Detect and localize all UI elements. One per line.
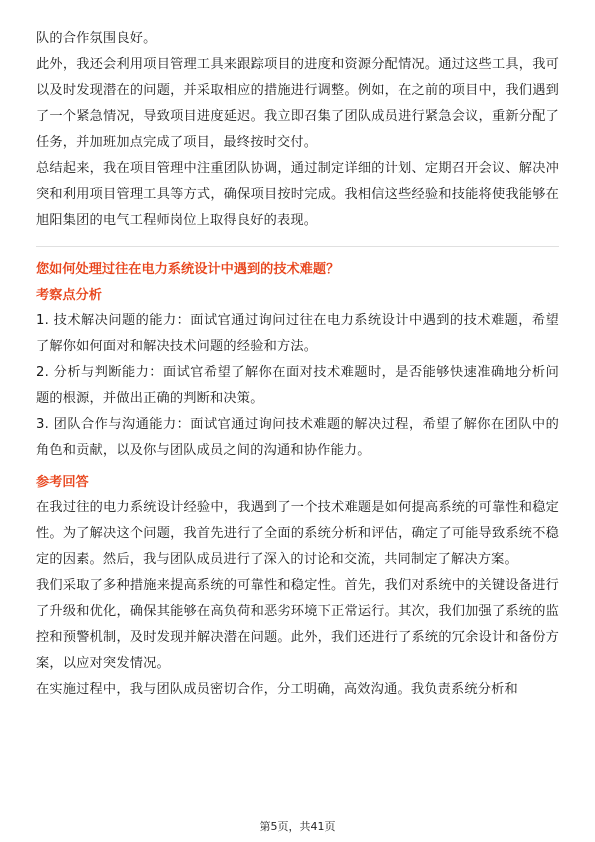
- answer-heading: 参考回答: [36, 475, 89, 490]
- section-divider: [36, 246, 559, 247]
- question-heading: 您如何处理过往在电力系统设计中遇到的技术难题？: [36, 262, 340, 277]
- answer-paragraph: 在我过往的电力系统设计经验中，我遇到了一个技术难题是如何提高系统的可靠性和稳定性。为了解决这个问题，我首先进行了全面的系统分析和评估，确定了可能导致系统不稳定的因素。然后，我与团队成员进行了深入的讨论和交流，共同制定了解决方案。: [36, 500, 559, 567]
- document-page: [36, 26, 559, 703]
- body-paragraph: 此外，我还会利用项目管理工具来跟踪项目的进度和资源分配情况。通过这些工具，我可以及时发现潜在的问题，并采取相应的措施进行调整。例如，在之前的项目中，我们遇到了一个紧急情况，导致项目进度延迟。我立即召集了团队成员进行紧急会议，重新分配了任务，并加班加点完成了项目，最终按时交付。: [36, 57, 559, 150]
- analysis-item: 1. 技术解决问题的能力：面试官通过询问过往在电力系统设计中遇到的技术难题，希望了解你如何面对和解决技术问题的经验和方法。: [36, 313, 559, 354]
- body-paragraph: 总结起来，我在项目管理中注重团队协调，通过制定详细的计划、定期召开会议、解决冲突和利用项目管理工具等方式，确保项目按时完成。我相信这些经验和技能将使我能够在旭阳集团的电气工程师岗位上取得良好的表现。: [36, 161, 559, 228]
- analysis-item: 2. 分析与判断能力：面试官希望了解你在面对技术难题时，是否能够快速准确地分析问题的根源，并做出正确的判断和决策。: [36, 365, 559, 406]
- answer-paragraph: 我们采取了多种措施来提高系统的可靠性和稳定性。首先，我们对系统中的关键设备进行了升级和优化，确保其能够在高负荷和恶劣环境下正常运行。其次，我们加强了系统的监控和预警机制，及时发现并解决潜在问题。此外，我们还进行了系统的冗余设计和备份方案，以应对突发情况。: [36, 578, 559, 671]
- answer-paragraph: 在实施过程中，我与团队成员密切合作，分工明确，高效沟通。我负责系统分析和: [36, 682, 518, 697]
- page-number-footer: 第5页，共41页: [259, 820, 336, 833]
- analysis-heading: 考察点分析: [36, 288, 102, 303]
- body-paragraph: 队的合作氛围良好。: [36, 31, 157, 46]
- analysis-item: 3. 团队合作与沟通能力：面试官通过询问技术难题的解决过程，希望了解你在团队中的角色和贡献，以及你与团队成员之间的沟通和协作能力。: [36, 417, 559, 458]
